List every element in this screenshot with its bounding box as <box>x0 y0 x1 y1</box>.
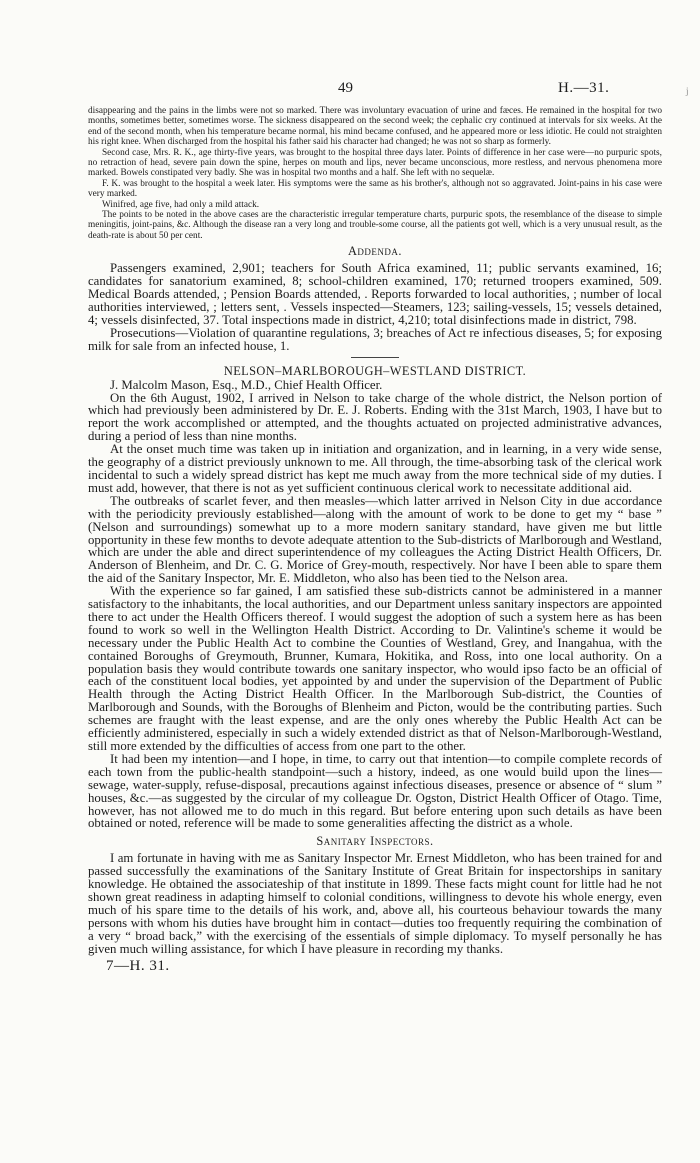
district-paragraph: The outbreaks of scarlet fever, and then measles—which latter arrived in Nelson City in due accordance with the periodicity previously established—along with the amount of work to be done to get my “ base ” (Nelson and surroundings) somewhat up to a more modern sanitary standard, have given me but little opportunity in these few months to devote adequate attention to the Sub-districts of Marlborough and Westland, which are under the able and direct superintendence of my colleagues the Acting District Health Officers, Dr. Anderson of Blenheim, and Dr. C. G. Morice of Grey-mouth, respectively. Nor have I been able to spare them the aid of the Sanitary Inspector, Mr. E. Middleton, who also has been tied to the Nelson area. <box>88 493 662 586</box>
page-number: 49 <box>338 80 353 96</box>
case-paragraph: Second case, Mrs. R. K., age thirty-five years, was brought to the hospital three days later. Points of difference in her case were—no purpuric spots, no retraction of head, severe pain down the spine, herpes on mouth and lips, never became unconscious, more restless, and nervous phenomena more marked. Bowels constipated very badly. She was in hospital two months and a half. She left with no sequelæ. <box>88 147 662 179</box>
signature-mark: 7—H. 31. <box>106 957 170 974</box>
sanitary-heading: Sanitary Inspectors. <box>316 834 434 849</box>
case-paragraph: Winifred, age five, had only a mild attack. <box>102 199 260 210</box>
case-paragraph: F. K. was brought to the hospital a week later. His symptoms were the same as his brother's, although not so aggravated. Joint-pains in his case were very marked. <box>88 178 662 200</box>
addenda-paragraph: Passengers examined, 2,901; teachers for South Africa examined, 11; public servants examined, 16; candidates for sanatorium examined, 8; school-children examined, 170; returned troopers examined, 509. Medical Boards attended, ; Pension Boards attended, . Reports forwarded to local authorities, ; number of local authorities interviewed, ; letters sent, . Vessels inspected—Steamers, 123; sailing-vessels, 15; vessels detained, 4; vessels disinfected, 37. Total inspections made in district, 4,210; total disinfections made in district, 798. <box>88 261 662 327</box>
case-paragraph: disappearing and the pains in the limbs were not so marked. There was involuntary evacuation of urine and fæces. He remained in the hospital for two months, sometimes better, sometimes worse. The sickness disappeared on the second week; the cephalic cry continued at intervals for six weeks. At the end of the second month, when his temperature became normal, his mind became confused, and he appeared more or less idiotic. He could not straighten his right knee. When discharged from the hospital his father said his character had changed; he was not so sharp as formerly. <box>88 106 662 148</box>
district-paragraph: With the experience so far gained, I am satisfied these sub-districts cannot be administered in a manner satisfactory to the inhabitants, the local authorities, and our Department unless sanitary inspectors are appointed there to act under the Health Officers thereof. I would suggest the adoption of such a system here as has been found to work so well in the Wellington Health District. According to Dr. Valintine's scheme it would be necessary under the Public Health Act to combine the Counties of Westland, Grey, and Inangahua, with the contained Boroughs of Greymouth, Brunner, Kumara, Hokitika, and Ross, into one local authority. On a population basis they would contribute towards one sanitary inspector, who would ipso facto be an official of each of the constituent local bodies, yet appointed by and under the supervision of the Department of Public Health through the Acting District Health Officer. In the Marlborough Sub-district, the Counties of Marlborough and Sounds, with the Boroughs of Blenheim and Picton, would be the contributing parties. Such schemes are fraught with the least expense, and are the only ones whereby the Public Health Act can be efficiently administered, especially in such a widely extended district as that of Nelson-Marlborough-Westland, still more extended by the difficulties of access from one part to the other. <box>88 584 662 753</box>
sanitary-section <box>88 852 662 955</box>
officer-line: J. Malcolm Mason, Esq., M.D., Chief Health Officer. <box>110 377 383 392</box>
running-header <box>0 80 700 100</box>
district-paragraph: On the 6th August, 1902, I arrived in Nelson to take charge of the whole district, the Nelson portion of which had previously been administered by Dr. E. J. Roberts. Ending with the 31st March, 1903, I have but to report the work accomplished or attempted, and the thoughts actuated on projected administrative advances, during a period of less than nine months. <box>88 390 662 444</box>
sanitary-paragraph: I am fortunate in having with me as Sanitary Inspector Mr. Ernest Middleton, who has been trained for and passed successfully the examinations of the Sanitary Institute of Great Britain for inspectorships in sanitary knowledge. He obtained the associateship of that institute in 1899. These facts might count for little had he not shown great readiness in adapting himself to colonial conditions, willingness to devote his whole energy, even much of his spare time to the details of his work, and, above all, his courteous behaviour towards the many persons with whom his duties have brought him in contact—duties too frequently requiring the combination of a very “ broad back,” with the exercising of the essentials of simple diplomacy. To myself personally he has given much willing assistance, for which I have pleasure in recording my thanks. <box>88 851 662 956</box>
case-notes <box>88 106 662 241</box>
section-divider <box>351 357 399 358</box>
addenda-section <box>88 262 662 352</box>
document-reference: H.—31. <box>558 80 610 96</box>
district-section <box>88 379 662 831</box>
district-paragraph: At the onset much time was taken up in initiation and organization, and in learning, in a very wide sense, the geography of a district previously unknown to me. All through, the time-absorbing task of the clerical work incidental to such a widely spread district has kept me much away from the more technical side of my duties. I must add, however, that there is not as yet sufficient continuous clerical work to necessitate additional aid. <box>88 442 662 495</box>
case-paragraph: The points to be noted in the above cases are the characteristic irregular temperature charts, purpuric spots, the resemblance of the disease to simple meningitis, joint-pains, &c. Although the disease ran a very long and trouble-some course, all the patients got well, which is a very unusual result, as the death-rate is about 50 per cent. <box>88 210 662 241</box>
page-body <box>88 106 662 975</box>
margin-mark: j <box>686 86 689 96</box>
district-heading: NELSON–MARLBOROUGH–WESTLAND DISTRICT. <box>223 363 527 378</box>
addenda-heading: Addenda. <box>347 244 403 259</box>
district-paragraph: It had been my intention—and I hope, in time, to carry out that intention—to compile complete records of each town from the public-health standpoint—such a history, indeed, as one would build upon the lines—sewage, water-supply, refuse-disposal, precautions against infectious diseases, presence or absence of “ slum ” houses, &c.—as suggested by the circular of my colleague Dr. Ogston, District Health Officer of Otago. Time, however, has not allowed me to do much in this regard. But before entering upon such details as have been obtained or noted, reference will be made to some generalities affecting the district as a whole. <box>88 751 662 831</box>
addenda-paragraph: Prosecutions—Violation of quarantine regulations, 3; breaches of Act re infectious diseases, 5; for exposing milk for sale from an infected house, 1. <box>88 325 662 353</box>
